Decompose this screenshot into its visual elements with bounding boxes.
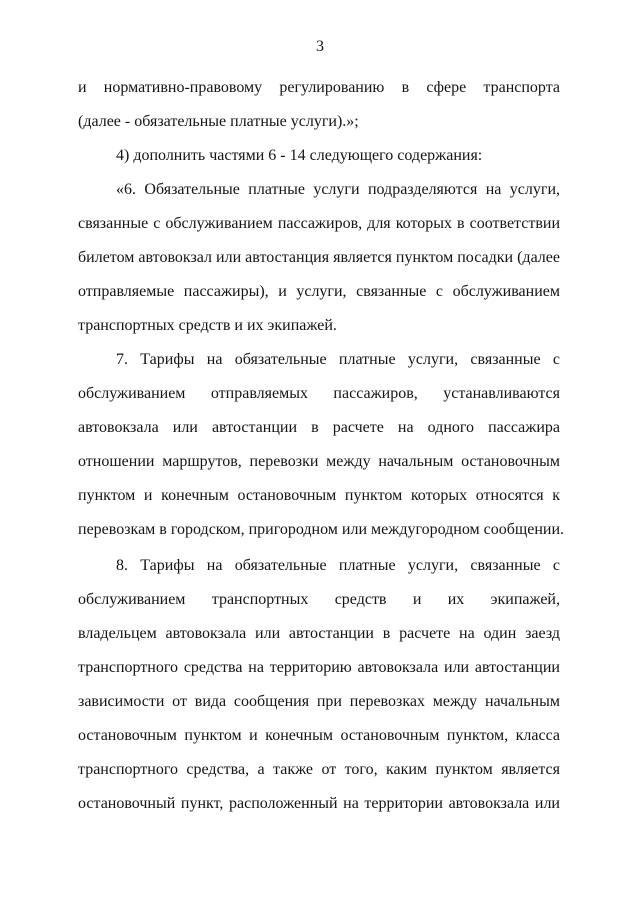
page-number: 3	[316, 38, 324, 55]
text-line: транспортного средства на территорию автовокзала или автостанции	[78, 659, 560, 676]
text-line: перевозкам в городском, пригородном или междугородном сообщении.	[78, 521, 565, 538]
text-line: транспортного средства, а также от того, каким пунктом является	[78, 761, 560, 778]
text-line: (далее - обязательные платные услуги).»;	[78, 113, 359, 130]
text-line: владельцем автовокзала или автостанции в расчете на один заезд	[78, 625, 560, 642]
paragraph-continuation	[78, 71, 560, 139]
text-line: обслуживанием транспортных средств и их экипажей,	[78, 591, 560, 608]
text-line: отношении маршрутов, перевозки между начальным остановочным	[78, 453, 560, 470]
text-line: отправляемые пассажиры), и услуги, связанные с обслуживанием	[78, 283, 560, 300]
text-line: транспортных средств и их экипажей.	[78, 317, 337, 334]
text-line: остановочным пунктом и конечным остановочным пунктом, класса	[78, 727, 560, 744]
text-line: 8. Тарифы на обязательные платные услуги, связанные с	[116, 557, 560, 574]
text-line: и нормативно-правовому регулированию в сфере транспорта	[78, 79, 560, 96]
text-line: остановочный пункт, расположенный на территории автовокзала или	[78, 795, 560, 812]
paragraph-part-6	[78, 173, 560, 343]
text-line: автовокзала или автостанции в расчете на одного пассажира	[78, 419, 560, 436]
paragraph-item-4	[78, 139, 560, 173]
text-line: 7. Тарифы на обязательные платные услуги, связанные с	[116, 351, 560, 368]
text-line: зависимости от вида сообщения при перевозках между начальным	[78, 693, 560, 710]
text-line: билетом автовокзал или автостанция является пунктом посадки (далее	[78, 249, 560, 266]
text-line: 4) дополнить частями 6 - 14 следующего содержания:	[116, 147, 483, 164]
paragraph-part-8	[78, 549, 560, 821]
text-line: «6. Обязательные платные услуги подразделяются на услуги,	[116, 181, 560, 198]
text-line: обслуживанием отправляемых пассажиров, устанавливаются	[78, 385, 560, 402]
text-line: связанные с обслуживанием пассажиров, для которых в соответствии	[78, 215, 560, 232]
text-line: пунктом и конечным остановочным пунктом которых относятся к	[78, 487, 560, 504]
paragraph-part-7	[78, 343, 565, 547]
